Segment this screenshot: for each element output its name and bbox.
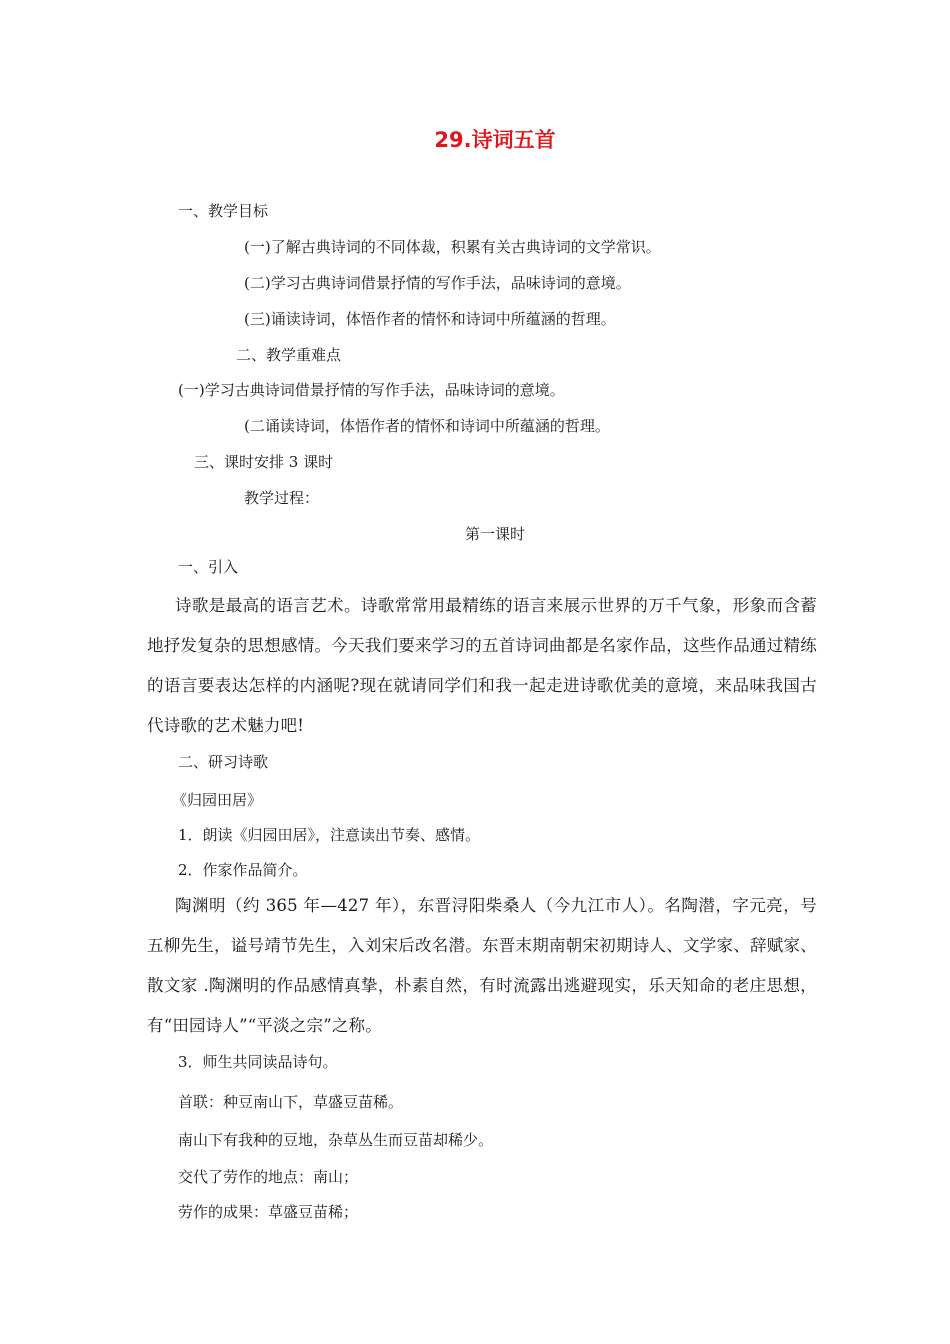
page-title: 29.诗词五首 [434, 128, 556, 152]
intro-heading: 一、引入 [178, 558, 239, 576]
lesson-label: 第一课时 [464, 525, 525, 543]
intro-paragraph: 诗歌是最高的语言艺术。诗歌常常用最精练的语言来展示世界的万千气象，形象而含蓄地抒发复杂的思想感情。今天我们要来学习的五首诗词曲都是名家作品，这些作品通过精练的语言要表达怎样的内涵呢?现在就请同学们和我一起走进诗歌优美的意境，来品味我国古代诗歌的艺术魅力吧! [147, 596, 817, 735]
poem-line-2: 南山下有我种的豆地，杂草丛生而豆苗却稀少。 [178, 1131, 494, 1149]
objective-item-2: (二)学习古典诗词借景抒情的写作手法，品味诗词的意境。 [244, 274, 631, 292]
author-bio-paragraph: 陶渊明（约 365 年—427 年），东晋浔阳柴桑人（今九江市人）。名陶潜，字元亮，号五柳先生，谥号靖节先生，入刘宋后改名潜。东晋末期南朝宋初期诗人、文学家、辞赋家、散文家 .陶渊明的作品感情真挚，朴素自然，有时流露出逃避现实，乐天知命的老庄思想，有“田园诗人”“平淡之宗”之称。 [147, 896, 817, 1035]
poem-line-4: 劳作的成果：草盛豆苗稀； [178, 1203, 359, 1221]
study-heading: 二、研习诗歌 [178, 753, 269, 771]
process-label: 教学过程： [244, 489, 320, 507]
poem-line-3: 交代了劳作的地点：南山； [178, 1168, 359, 1186]
poem-line-1: 首联：种豆南山下，草盛豆苗稀。 [178, 1093, 404, 1111]
schedule-text: 三、课时安排 3 课时 [194, 453, 334, 471]
poem-title: 《归园田居》 [172, 791, 263, 809]
key-point-item-1: (一)学习古典诗词借景抒情的写作手法，品味诗词的意境。 [178, 381, 565, 399]
step-1: 1．朗读《归园田居》，注意读出节奏、感情。 [178, 826, 481, 844]
objectives-heading: 一、教学目标 [178, 202, 269, 220]
key-points-heading: 二、教学重难点 [236, 346, 342, 364]
objective-item-3: (三)诵读诗词，体悟作者的情怀和诗词中所蕴涵的哲理。 [244, 310, 616, 328]
step-3: 3．师生共同读品诗句。 [178, 1053, 338, 1071]
key-point-item-2: (二诵读诗词，体悟作者的情怀和诗词中所蕴涵的哲理。 [244, 417, 610, 435]
objective-item-1: (一)了解古典诗词的不同体裁，积累有关古典诗词的文学常识。 [244, 238, 661, 256]
step-2: 2．作家作品简介。 [178, 861, 308, 879]
